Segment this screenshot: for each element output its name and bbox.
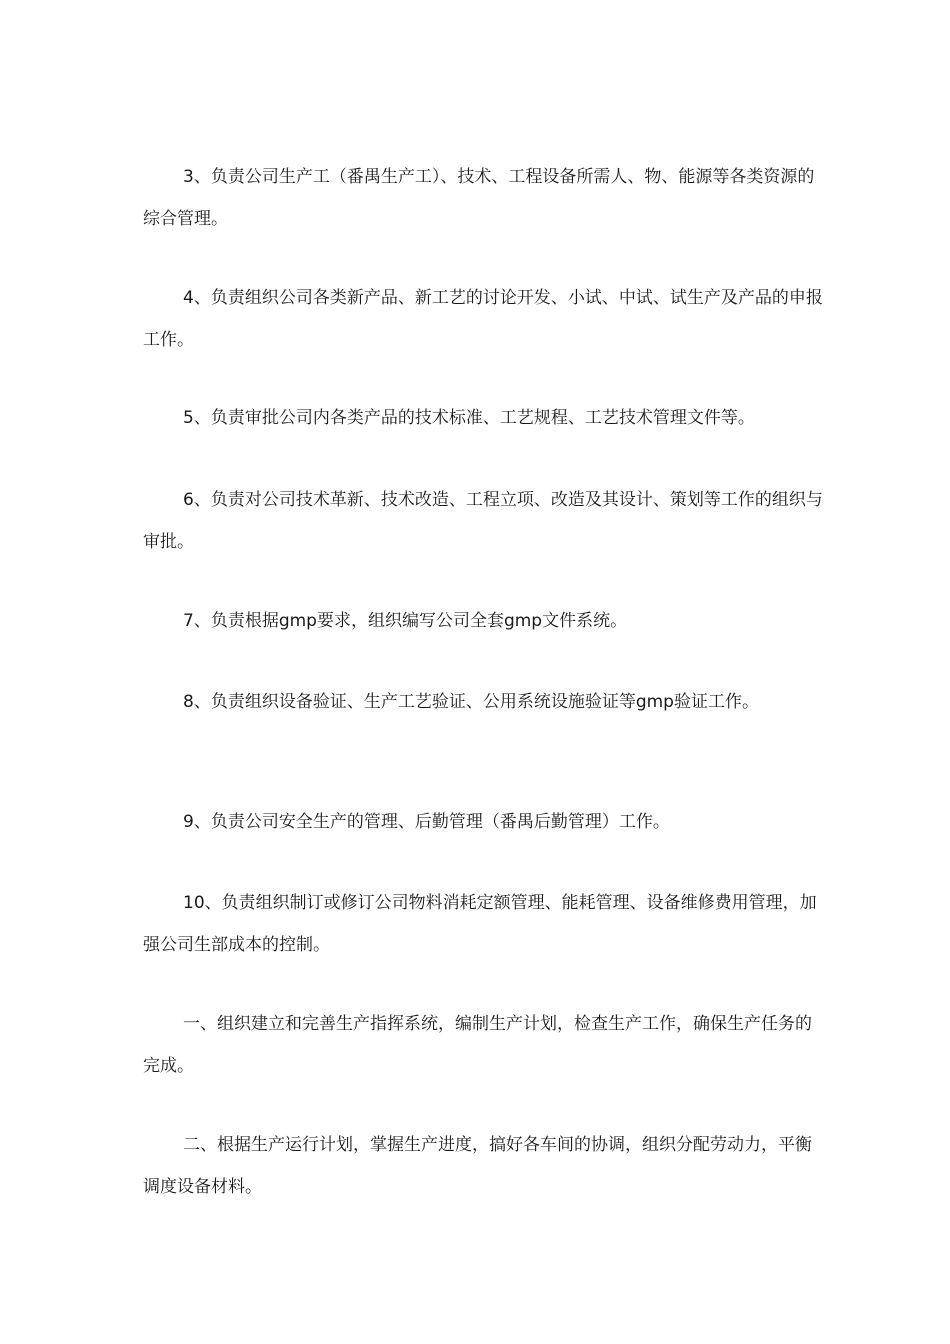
paragraph-item-one: 一、组织建立和完善生产指挥系统，编制生产计划，检查生产工作，确保生产任务的完成。 bbox=[143, 1014, 812, 1076]
paragraph-item-4: 4、负责组织公司各类新产品、新工艺的讨论开发、小试、中试、试生产及产品的申报工作。 bbox=[143, 288, 823, 350]
paragraph-item-3: 3、负责公司生产工（番禺生产工）、技术、工程设备所需人、物、能源等各类资源的综合管理。 bbox=[143, 167, 815, 229]
paragraph-item-7: 7、负责根据gmp要求，组织编写公司全套gmp文件系统。 bbox=[183, 611, 628, 631]
paragraph-item-8: 8、负责组织设备验证、生产工艺验证、公用系统设施验证等gmp验证工作。 bbox=[183, 692, 759, 712]
paragraph-item-5: 5、负责审批公司内各类产品的技术标准、工艺规程、工艺技术管理文件等。 bbox=[183, 408, 755, 428]
paragraph-item-two: 二、根据生产运行计划，掌握生产进度，搞好各车间的协调，组织分配劳动力，平衡调度设备材料。 bbox=[143, 1135, 812, 1197]
paragraph-item-6: 6、负责对公司技术革新、技术改造、工程立项、改造及其设计、策划等工作的组织与审批。 bbox=[143, 490, 823, 552]
paragraph-item-9: 9、负责公司安全生产的管理、后勤管理（番禺后勤管理）工作。 bbox=[183, 812, 670, 832]
paragraph-item-10: 10、负责组织制订或修订公司物料消耗定额管理、能耗管理、设备维修费用管理，加强公司生部成本的控制。 bbox=[143, 893, 817, 955]
